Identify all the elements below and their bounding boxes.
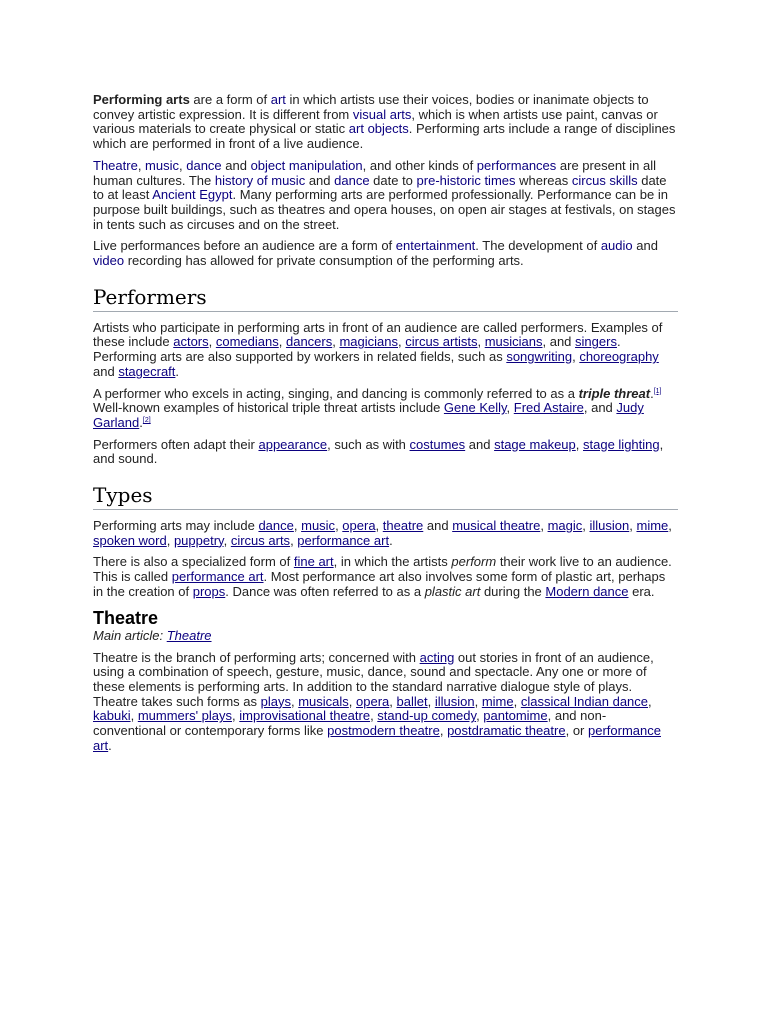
text: and: [423, 518, 453, 534]
link-opera[interactable]: opera: [356, 693, 390, 709]
text: era.: [628, 583, 655, 599]
link-magic[interactable]: magic: [547, 518, 583, 534]
link-main-article-theatre[interactable]: Theatre: [166, 627, 212, 643]
text: date to at least: [93, 172, 667, 203]
text: whereas: [515, 172, 572, 188]
link-prehistoric-times[interactable]: pre-historic times: [416, 172, 516, 188]
text: and: [465, 436, 495, 452]
text: and: [93, 363, 119, 379]
text: during the: [480, 583, 546, 599]
link-video[interactable]: video: [93, 253, 125, 269]
text: . Performing arts include a range of disciplines which are performed in front of a live audience.: [93, 121, 676, 152]
text: ,: [166, 532, 174, 548]
link-gene-kelly[interactable]: Gene Kelly: [443, 400, 507, 416]
hatnote-prefix: Main article:: [93, 627, 167, 643]
link-illusion[interactable]: illusion: [434, 693, 475, 709]
text: , and: [542, 334, 576, 350]
link-entertainment[interactable]: entertainment: [395, 238, 476, 254]
text: Live performances before an audience are a form of: [93, 238, 396, 254]
link-performances[interactable]: performances: [476, 157, 557, 173]
link-postdramatic-theatre[interactable]: postdramatic theatre: [447, 723, 566, 739]
text: ,: [477, 334, 485, 350]
link-costumes[interactable]: costumes: [409, 436, 466, 452]
text: Performing arts may include: [93, 518, 259, 534]
section-heading-performers: Performers: [93, 285, 678, 312]
text: ,: [575, 436, 583, 452]
text: and: [632, 238, 658, 254]
link-theatre[interactable]: Theatre: [93, 157, 138, 173]
link-fine-art[interactable]: fine art: [293, 554, 334, 570]
text: ,: [398, 334, 406, 350]
link-theatre[interactable]: theatre: [382, 518, 424, 534]
link-singers[interactable]: singers: [575, 334, 617, 350]
text: ,: [668, 518, 672, 534]
link-ballet[interactable]: ballet: [396, 693, 428, 709]
link-dancers[interactable]: dancers: [285, 334, 333, 350]
text: ,: [208, 334, 216, 350]
text: .: [650, 385, 654, 401]
intro-paragraph-2: [93, 159, 678, 233]
link-fred-astaire[interactable]: Fred Astaire: [513, 400, 584, 416]
text: ,: [506, 400, 514, 416]
text: and: [221, 157, 251, 173]
text: ,: [232, 708, 240, 724]
text: .: [139, 414, 143, 430]
link-stand-up-comedy[interactable]: stand-up comedy: [377, 708, 477, 724]
link-audio[interactable]: audio: [600, 238, 633, 254]
text: ,: [572, 349, 580, 365]
text: ,: [179, 157, 187, 173]
text: recording has allowed for private consumption of the performing arts.: [124, 253, 524, 269]
text: .: [108, 737, 112, 753]
link-actors[interactable]: actors: [173, 334, 209, 350]
link-stage-makeup[interactable]: stage makeup: [494, 436, 576, 452]
link-dance[interactable]: dance: [334, 172, 370, 188]
link-improvisational-theatre[interactable]: improvisational theatre: [239, 708, 371, 724]
main-article-hatnote: [93, 628, 678, 643]
text: ,: [223, 532, 231, 548]
link-mummers-plays[interactable]: mummers' plays: [137, 708, 233, 724]
emphasis-plastic-art: plastic art: [424, 583, 481, 599]
article-body: [93, 93, 678, 754]
link-performance-art[interactable]: performance art: [93, 723, 661, 753]
link-art-objects[interactable]: art objects: [348, 121, 409, 137]
link-illusion[interactable]: illusion: [589, 518, 630, 534]
link-spoken-word[interactable]: spoken word: [93, 532, 167, 548]
link-circus-skills[interactable]: circus skills: [571, 172, 638, 188]
link-circus-arts[interactable]: circus arts: [230, 532, 291, 548]
subsection-heading-theatre: Theatre: [93, 607, 159, 628]
link-musical-theatre[interactable]: musical theatre: [452, 518, 541, 534]
text: Artists who participate in performing arts in front of an audience are called performers. Examples of these include: [93, 319, 663, 350]
link-mime[interactable]: mime: [481, 693, 514, 709]
text: , and sound.: [93, 436, 664, 467]
link-props[interactable]: props: [192, 583, 226, 599]
text: ,: [427, 693, 435, 709]
text: . Many performing arts are performed professionally. Performance can be in purpose built buildings, such as theatres and opera houses, on open air stages at festivals, on stages in tents such as circuses and on the street.: [93, 187, 676, 232]
emphasis-triple-threat: triple threat: [578, 385, 651, 401]
types-paragraph-2: [93, 555, 678, 599]
link-art[interactable]: art: [270, 92, 286, 107]
citation-link[interactable]: [2]: [142, 416, 151, 424]
link-musicians[interactable]: musicians: [484, 334, 543, 350]
intro-paragraph-3: [93, 239, 678, 268]
text: . The development of: [475, 238, 601, 254]
text: , which is when artists use paint, canvas or various materials to create physical or static: [93, 106, 658, 137]
text: Theatre is the branch of performing arts; concerned with: [93, 649, 420, 665]
text: ,: [375, 518, 383, 534]
types-paragraph-1: [93, 519, 678, 548]
text: ,: [540, 518, 548, 534]
link-appearance[interactable]: appearance: [258, 436, 328, 452]
section-heading-types: Types: [93, 483, 678, 510]
text: A performer who excels in acting, singing, and dancing is commonly referred to as a: [93, 385, 579, 401]
link-postmodern-theatre[interactable]: postmodern theatre: [327, 723, 440, 739]
text: ,: [370, 708, 378, 724]
link-choreography[interactable]: choreography: [579, 349, 659, 365]
text: . Most performance art also involves some form of plastic art, perhaps in the creation of: [93, 569, 666, 599]
link-music[interactable]: music: [145, 157, 179, 173]
text: There is also a specialized form of: [93, 554, 294, 570]
link-music[interactable]: music: [301, 518, 336, 534]
text: ,: [278, 334, 286, 350]
text: , such as with: [327, 436, 410, 452]
text: ,: [513, 693, 521, 709]
link-plays[interactable]: plays: [260, 693, 291, 709]
performers-paragraph-2: [93, 387, 678, 431]
link-mime[interactable]: mime: [636, 518, 669, 534]
text: , in which the artists: [333, 554, 452, 570]
text: ,: [335, 518, 343, 534]
link-magicians[interactable]: magicians: [339, 334, 398, 350]
text: ,: [137, 157, 146, 173]
text: ,: [290, 693, 299, 709]
link-opera[interactable]: opera: [342, 518, 376, 534]
text: ,: [389, 693, 397, 709]
text: ,: [293, 518, 302, 534]
link-performance-art[interactable]: performance art: [297, 532, 390, 548]
text: their work live to an audience. This is called: [93, 554, 672, 585]
text: Well-known examples of historical triple threat artists include: [93, 400, 444, 416]
link-acting[interactable]: acting: [419, 649, 455, 665]
text: ,: [582, 518, 590, 534]
text: ,: [439, 723, 448, 739]
emphasis-perform: perform: [451, 554, 497, 570]
link-comedians[interactable]: comedians: [215, 334, 279, 350]
text: are a form of: [189, 92, 271, 107]
link-puppetry[interactable]: puppetry: [173, 532, 224, 548]
text: , and: [583, 400, 617, 416]
text: ,: [476, 708, 484, 724]
text: out stories in front of an audience, using a combination of speech, gesture, music, dance, sound and spectacle. Any one or more of these elements is performing arts. In addition to the standard narrative dialogue style of plays. Theatre takes such forms as: [93, 649, 654, 709]
text: ,: [332, 334, 340, 350]
text: ,: [348, 693, 357, 709]
text: , and other kinds of: [362, 157, 477, 173]
link-pantomime[interactable]: pantomime: [483, 708, 548, 724]
link-dance[interactable]: dance: [258, 518, 294, 534]
text: ,: [648, 693, 652, 709]
bold-term: Performing arts: [93, 92, 190, 107]
citation-link[interactable]: [1]: [653, 387, 662, 395]
text: are present in all human cultures. The: [93, 157, 657, 188]
link-kabuki[interactable]: kabuki: [93, 708, 131, 724]
text: ,: [290, 532, 298, 548]
performers-paragraph-3: [93, 438, 678, 467]
link-object-manipulation[interactable]: object manipulation: [250, 157, 363, 173]
link-visual-arts[interactable]: visual arts: [352, 106, 412, 122]
text: , or: [565, 723, 588, 739]
text: and: [305, 172, 335, 188]
theatre-paragraph-1: [93, 651, 678, 754]
text: .: [175, 363, 180, 379]
text: ,: [130, 708, 138, 724]
text: ,: [629, 518, 637, 534]
performers-paragraph-1: [93, 321, 678, 380]
link-dance[interactable]: dance: [186, 157, 222, 173]
link-classical-indian-dance[interactable]: classical Indian dance: [520, 693, 649, 709]
link-musicals[interactable]: musicals: [298, 693, 349, 709]
link-history-of-music[interactable]: history of music: [214, 172, 306, 188]
link-judy-garland[interactable]: Judy Garland: [93, 400, 644, 430]
text: Performers often adapt their: [93, 436, 259, 452]
text: , and non-conventional or contemporary forms like: [93, 708, 607, 739]
text: .: [389, 532, 393, 548]
link-stage-lighting[interactable]: stage lighting: [583, 436, 660, 452]
link-stagecraft[interactable]: stagecraft: [118, 363, 176, 379]
text: date to: [369, 172, 417, 188]
link-songwriting[interactable]: songwriting: [506, 349, 573, 365]
text: in which artists use their voices, bodies or inanimate objects to convey artistic expression. It is different from: [93, 92, 649, 122]
intro-paragraph-1: [93, 93, 678, 152]
text: ,: [474, 693, 482, 709]
link-performance-art[interactable]: performance art: [171, 569, 264, 585]
link-modern-dance[interactable]: Modern dance: [545, 583, 629, 599]
text: . Performing arts are also supported by workers in related fields, such as: [93, 334, 621, 365]
link-ancient-egypt[interactable]: Ancient Egypt: [152, 187, 233, 203]
text: . Dance was often referred to as a: [225, 583, 425, 599]
link-circus-artists[interactable]: circus artists: [405, 334, 478, 350]
